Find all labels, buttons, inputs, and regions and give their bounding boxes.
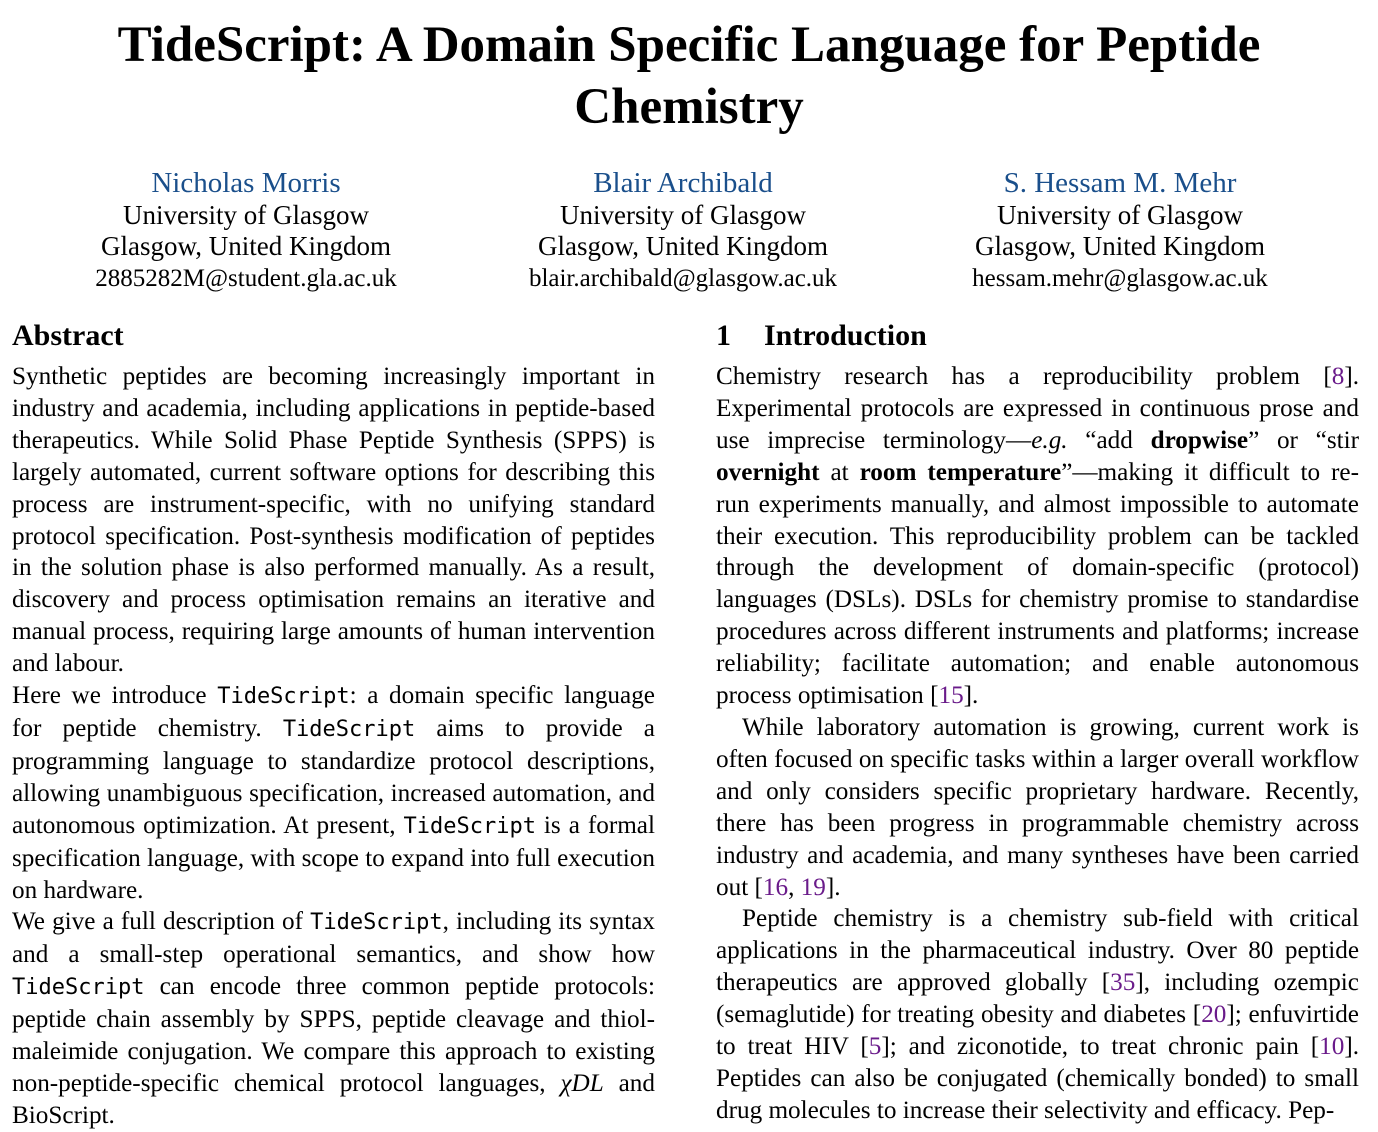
author-name-3[interactable]: S. Hessam M. Mehr <box>1003 167 1237 199</box>
abstract-paragraph-1: Synthetic peptides are becoming increasingly important in industry and academia, including applications in peptide-based therapeutics. While Solid Phase Peptide Synthesis (SPPS) is largely automated, current software options for describing this process are instrument-specific, with no unifying standard protocol specification. Post-synthesis modification of peptides in the solution phase is also performed manually. As a result, discovery and process optimisation remains an iterative and manual process, requiring large amounts of human intervention and labour. <box>12 363 655 678</box>
abstract-heading: Abstract <box>12 319 124 352</box>
citation-link[interactable]: 16 <box>762 873 789 901</box>
author-block-1 <box>16 168 476 294</box>
abstract-column <box>12 318 655 1132</box>
abstract-paragraph-2: Here we introduce TideScript: a domain specific language for peptide chemistry. TideScript aims to provide a programming language to standardize protocol descriptions, allowing unambiguous specification, increased automation, and autonomous optimization. At present, TideScript is a formal specification language, with scope to expand into full execution on hardware. <box>12 682 655 904</box>
author-name-1[interactable]: Nicholas Morris <box>151 167 341 199</box>
citation-link[interactable]: 8 <box>1331 363 1345 390</box>
author-email-3: hessam.mehr@glasgow.ac.uk <box>972 264 1268 292</box>
paper-title: TideScript: A Domain Specific Language for Peptide Chemistry <box>117 17 1261 135</box>
code-tidescript: TideScript <box>310 910 443 936</box>
author-email-2: blair.archibald@glasgow.ac.uk <box>528 264 838 292</box>
intro-paragraph-2: While laboratory automation is growing, current work is often focused on specific tasks within a larger overall workflow and only considers specific proprietary hardware. Recently, there has been progress in programmable chemistry across industry and academia, and many syntheses have been carried out [16, 19]. <box>716 713 1359 901</box>
intro-paragraph-3: Peptide chemistry is a chemistry sub-field with critical applications in the pharmaceutical industry. Over 80 peptide therapeutics are approved globally [35], including ozempic (semaglutide) for treating obesity and diabetes [20]; enfuvirtide to treat HIV [5]; and ziconotide, to treat chronic pain [10]. Peptides can also be conjugated (chemically bonded) to small drug molecules to increase their selectivity and efficacy. Pep- <box>716 905 1359 1124</box>
intro-paragraph-1: Chemistry research has a reproducibility problem [8]. Experimental protocols are expressed in continuous prose and use imprecise terminology—e.g. “add dropwise” or “stir overnight at room temperature”—making it difficult to re-run experiments manually, and almost impossible to automate their execution. This reproducibility problem can be tackled through the development of domain-specific (protocol) languages (DSLs). DSLs for chemistry promise to standardise procedures across different instruments and platforms; increase reliability; facilitate automation; and enable autonomous process optimisation [15]. <box>716 363 1360 710</box>
author-block-2 <box>453 168 913 294</box>
author-location-3: Glasgow, United Kingdom <box>975 231 1265 261</box>
author-email-1: 2885282M@student.gla.ac.uk <box>95 264 397 292</box>
abstract-paragraph-3: We give a full description of TideScript, including its syntax and a small-step operational semantics, and show how TideScript can encode three common peptide protocols: peptide chain assembly by SPPS, peptide cleavage and thiol-maleimide conjugation. We compare this approach to existing non-peptide-specific chemical protocol languages, χDL and BioScript. <box>12 908 656 1129</box>
author-affiliation-1: University of Glasgow <box>123 199 369 230</box>
author-affiliation-2: University of Glasgow <box>560 199 806 230</box>
code-tidescript: TideScript <box>403 813 536 839</box>
section-title: Introduction <box>764 319 927 352</box>
citation-link[interactable]: 10 <box>1319 1033 1345 1061</box>
citation-link[interactable]: 35 <box>1110 969 1136 997</box>
author-location-2: Glasgow, United Kingdom <box>538 231 828 261</box>
code-tidescript: TideScript <box>282 716 416 742</box>
author-affiliation-3: University of Glasgow <box>997 199 1243 230</box>
chi-dl-term: χDL <box>560 1069 604 1097</box>
author-block-3 <box>890 168 1350 294</box>
citation-link[interactable]: 20 <box>1201 1001 1227 1029</box>
section-number: 1 <box>716 319 731 352</box>
author-name-2[interactable]: Blair Archibald <box>593 167 773 199</box>
citation-link[interactable]: 15 <box>938 682 964 710</box>
author-location-1: Glasgow, United Kingdom <box>101 231 391 261</box>
section-heading-introduction <box>716 318 1359 354</box>
code-tidescript: TideScript <box>217 684 350 710</box>
introduction-column <box>716 318 1359 1127</box>
citation-link[interactable]: 19 <box>800 873 826 901</box>
citation-link[interactable]: 5 <box>868 1033 882 1061</box>
code-tidescript: TideScript <box>12 975 145 1001</box>
